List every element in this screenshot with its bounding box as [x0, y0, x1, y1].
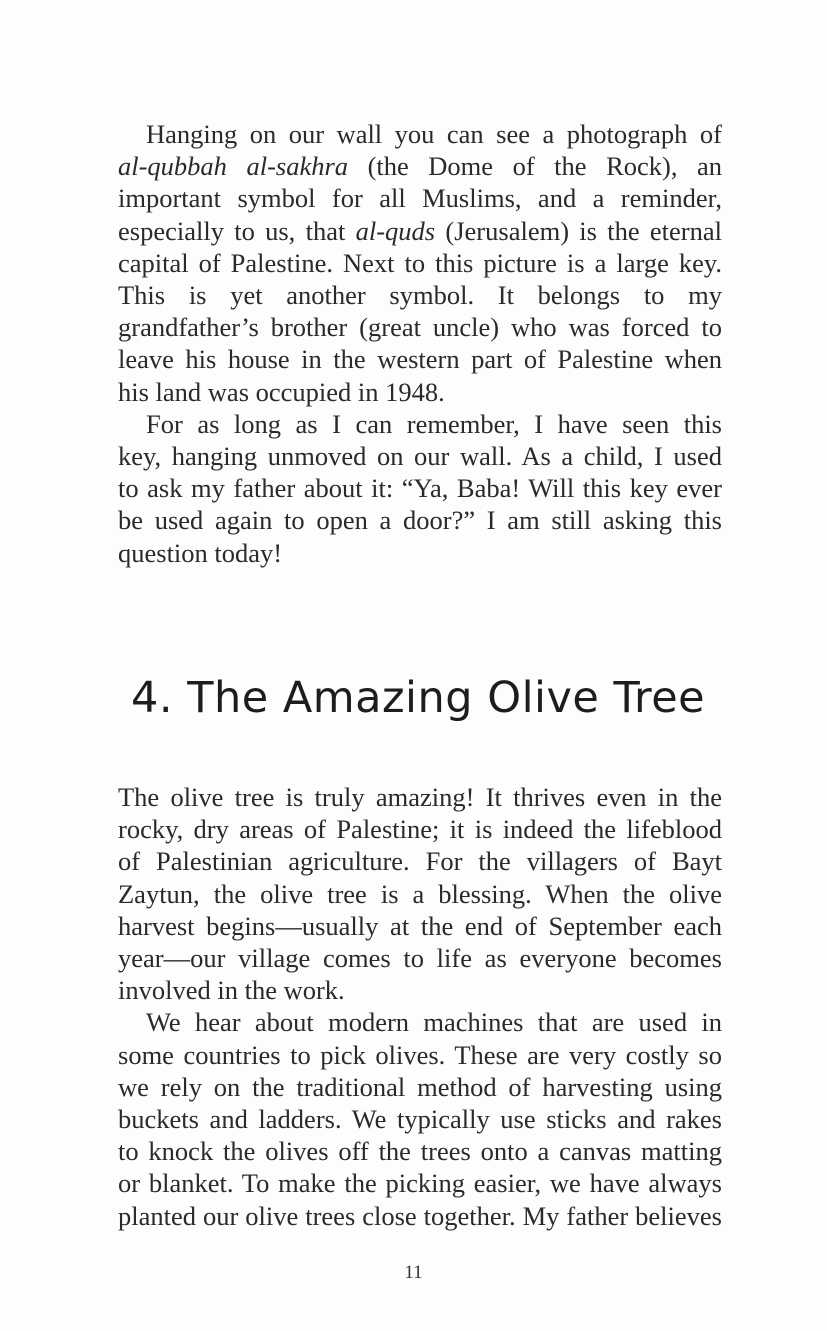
section-text-olive-tree — [118, 781, 722, 1232]
text-line — [118, 1103, 722, 1135]
text-run: Hanging on our wall you can see a photograph of — [146, 119, 722, 149]
text-run: of Palestinian agriculture. For the villagers of Bayt — [118, 846, 722, 877]
text-run: be used again to open a door?” I am still asking this — [118, 505, 722, 536]
text-line — [118, 974, 722, 1006]
text-line — [118, 504, 722, 536]
text-run: grandfather’s brother (great uncle) who was forced to — [118, 312, 722, 343]
text-line — [118, 182, 722, 214]
text-run: we rely on the traditional method of harvesting using — [118, 1071, 722, 1102]
page-number: 11 — [404, 1262, 423, 1283]
text-run: (Jerusalem) is the eternal — [435, 215, 722, 246]
text-run: some countries to pick olives. These are very costly so — [118, 1039, 722, 1070]
text-line — [118, 845, 722, 877]
text-line — [118, 376, 722, 408]
italic-term: al-quds — [355, 215, 436, 246]
text-line — [118, 1071, 722, 1103]
text-run: year—our village comes to life as everyone becomes — [118, 943, 722, 974]
text-line — [118, 1200, 722, 1232]
text-run: planted our olive trees close together. My father believes — [118, 1200, 722, 1231]
paragraph — [118, 408, 722, 569]
text-run: to ask my father about it: “Ya, Baba! Will this key ever — [118, 473, 722, 504]
text-run: rocky, dry areas of Palestine; it is indeed the lifeblood — [118, 814, 722, 845]
text-line — [118, 942, 722, 974]
text-line — [118, 1135, 722, 1167]
text-run: important symbol for all Muslims, and a reminder, — [118, 183, 722, 214]
text-line — [118, 118, 722, 150]
text-line — [118, 878, 722, 910]
text-run: leave his house in the western part of Palestine when — [118, 344, 722, 375]
text-line — [118, 440, 722, 472]
text-line — [118, 279, 722, 311]
text-line — [118, 781, 722, 813]
text-line — [118, 343, 722, 375]
text-run: Zaytun, the olive tree is a blessing. When the olive — [118, 878, 722, 909]
text-run: or blanket. To make the picking easier, we have always — [118, 1168, 722, 1199]
text-line — [118, 150, 722, 182]
text-line — [118, 311, 722, 343]
text-run: capital of Palestine. Next to this picture is a large key. — [118, 247, 722, 278]
text-run: harvest begins—usually at the end of September each — [118, 910, 722, 941]
text-line — [118, 215, 722, 247]
text-run: question today! — [118, 537, 283, 568]
text-run: to knock the olives off the trees onto a canvas matting — [118, 1136, 722, 1167]
text-run: key, hanging unmoved on our wall. As a child, I used — [118, 441, 722, 472]
text-run: For as long as I can remember, I have seen this — [146, 408, 722, 439]
text-line — [118, 1167, 722, 1199]
text-run: We hear about modern machines that are used in — [146, 1007, 722, 1038]
text-line — [118, 247, 722, 279]
text-run: involved in the work. — [118, 975, 345, 1006]
text-line — [118, 813, 722, 845]
paragraph — [118, 781, 722, 1006]
chapter-heading: 4. The Amazing Olive Tree — [131, 673, 706, 723]
text-line — [118, 472, 722, 504]
text-line — [118, 537, 722, 569]
text-run: The olive tree is truly amazing! It thrives even in the — [118, 782, 722, 812]
text-line — [118, 408, 722, 440]
text-run: his land was occupied in 1948. — [118, 376, 445, 407]
text-line — [118, 1006, 722, 1038]
text-run: especially to us, that — [118, 215, 356, 246]
text-run: (the Dome of the Rock), an — [348, 151, 723, 182]
text-line — [118, 910, 722, 942]
text-line — [118, 1039, 722, 1071]
paragraph — [118, 118, 722, 408]
section-text-dome-and-key — [118, 118, 722, 569]
text-run: This is yet another symbol. It belongs to my — [118, 280, 722, 311]
text-run: buckets and ladders. We typically use sticks and rakes — [118, 1104, 722, 1135]
paragraph — [118, 1006, 722, 1231]
italic-term: al-qubbah al-sakhra — [118, 151, 349, 182]
